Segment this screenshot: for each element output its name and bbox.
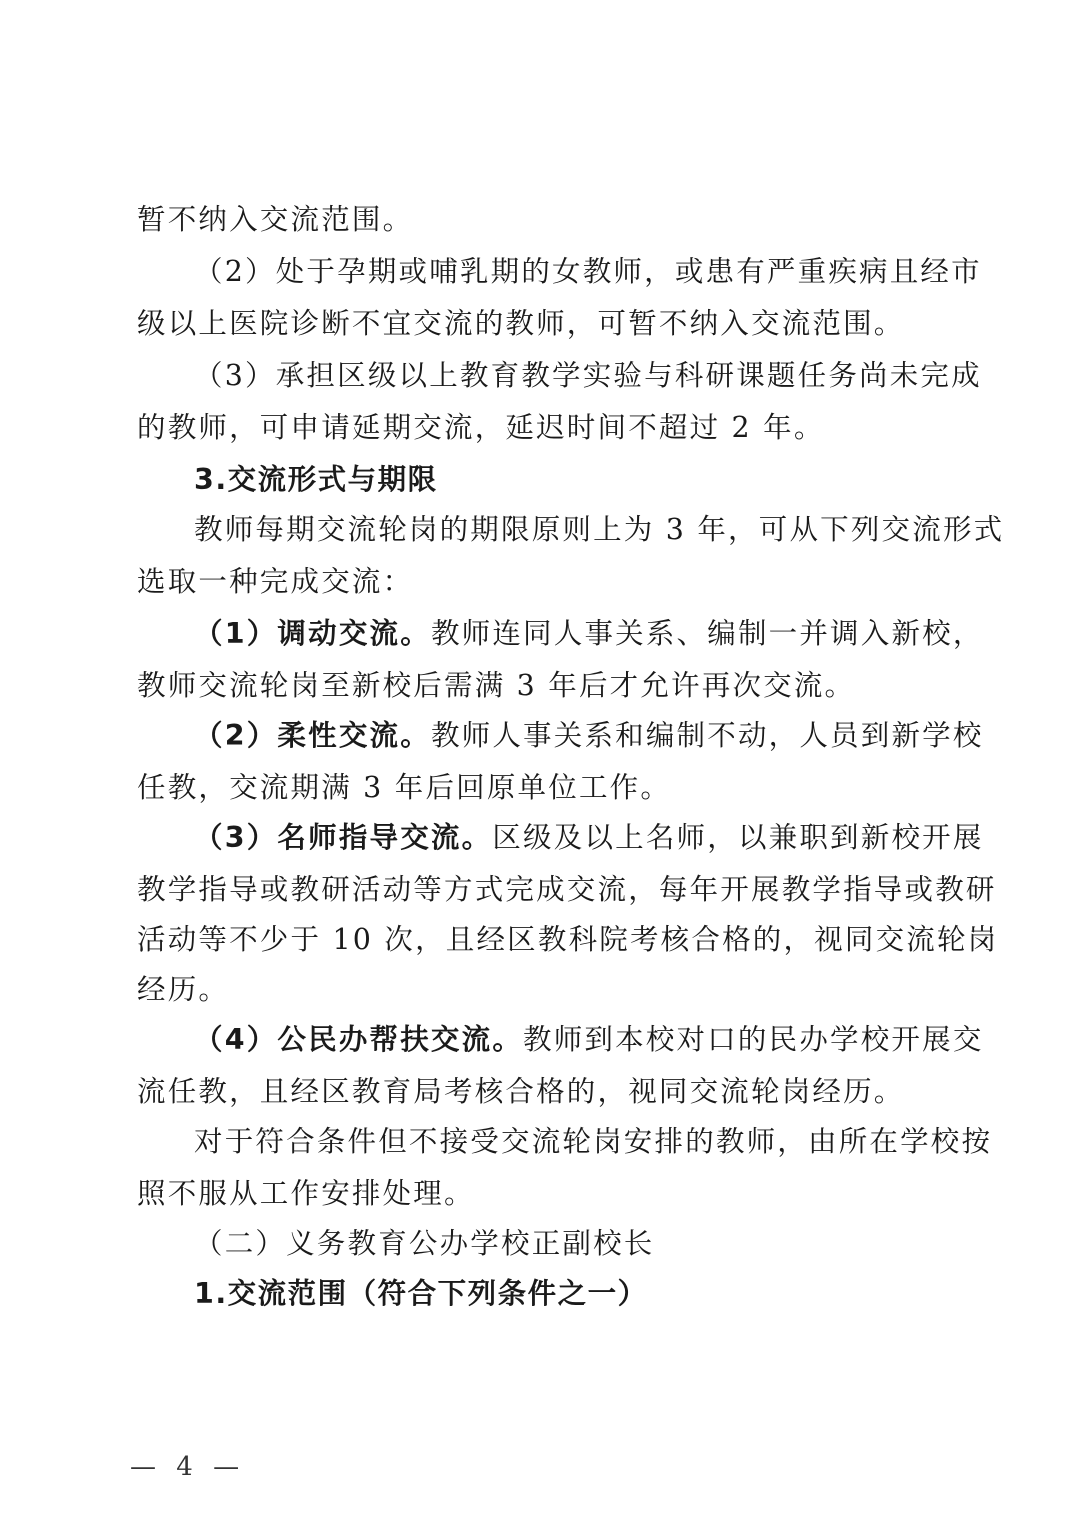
item-text: 教师连同人事关系、编制一并调入新校， xyxy=(430,617,984,650)
page-number: — 4 — xyxy=(130,1452,246,1482)
paragraph-line xyxy=(194,812,984,864)
paragraph-line xyxy=(194,710,984,762)
paragraph-line: 照不服从工作安排处理。 xyxy=(137,1177,475,1210)
paragraph-line: （3）承担区级以上教育教学实验与科研课题任务尚未完成 xyxy=(194,359,982,392)
section-heading: 1.交流范围（符合下列条件之一） xyxy=(194,1277,648,1310)
paragraph-line: 教师每期交流轮岗的期限原则上为 3 年，可从下列交流形式 xyxy=(194,513,1005,546)
paragraph-line: 教学指导或教研活动等方式完成交流，每年开展教学指导或教研 xyxy=(137,873,997,906)
paragraph-line xyxy=(194,1014,984,1066)
paragraph-line: 暂不纳入交流范围。 xyxy=(137,203,414,236)
paragraph-line: 经历。 xyxy=(137,973,230,1006)
item-text: 区级及以上名师，以兼职到新校开展 xyxy=(492,821,984,854)
paragraph-line: （2）处于孕期或哺乳期的女教师，或患有严重疾病且经市 xyxy=(194,255,982,288)
subsection-title: （二）义务教育公办学校正副校长 xyxy=(194,1227,655,1260)
item-title: （3）名师指导交流。 xyxy=(194,821,493,854)
paragraph-line: 对于符合条件但不接受交流轮岗安排的教师，由所在学校按 xyxy=(194,1125,993,1158)
paragraph-line: 的教师，可申请延期交流，延迟时间不超过 2 年。 xyxy=(137,411,825,444)
paragraph-line: 级以上医院诊断不宜交流的教师，可暂不纳入交流范围。 xyxy=(137,307,905,340)
paragraph-line: 任教，交流期满 3 年后回原单位工作。 xyxy=(137,771,672,804)
section-heading: 3.交流形式与期限 xyxy=(194,463,438,496)
paragraph-line: 流任教，且经区教育局考核合格的，视同交流轮岗经历。 xyxy=(137,1075,905,1108)
item-title: （1）调动交流。 xyxy=(194,617,431,650)
item-title: （4）公民办帮扶交流。 xyxy=(194,1023,524,1056)
paragraph-line: 活动等不少于 10 次，且经区教科院考核合格的，视同交流轮岗 xyxy=(137,923,999,956)
item-text: 教师人事关系和编制不动，人员到新学校 xyxy=(430,719,984,752)
item-text: 教师到本校对口的民办学校开展交 xyxy=(523,1023,984,1056)
paragraph-line: 选取一种完成交流： xyxy=(137,565,414,598)
item-title: （2）柔性交流。 xyxy=(194,719,431,752)
paragraph-line: 教师交流轮岗至新校后需满 3 年后才允许再次交流。 xyxy=(137,669,856,702)
paragraph-line xyxy=(194,608,984,660)
